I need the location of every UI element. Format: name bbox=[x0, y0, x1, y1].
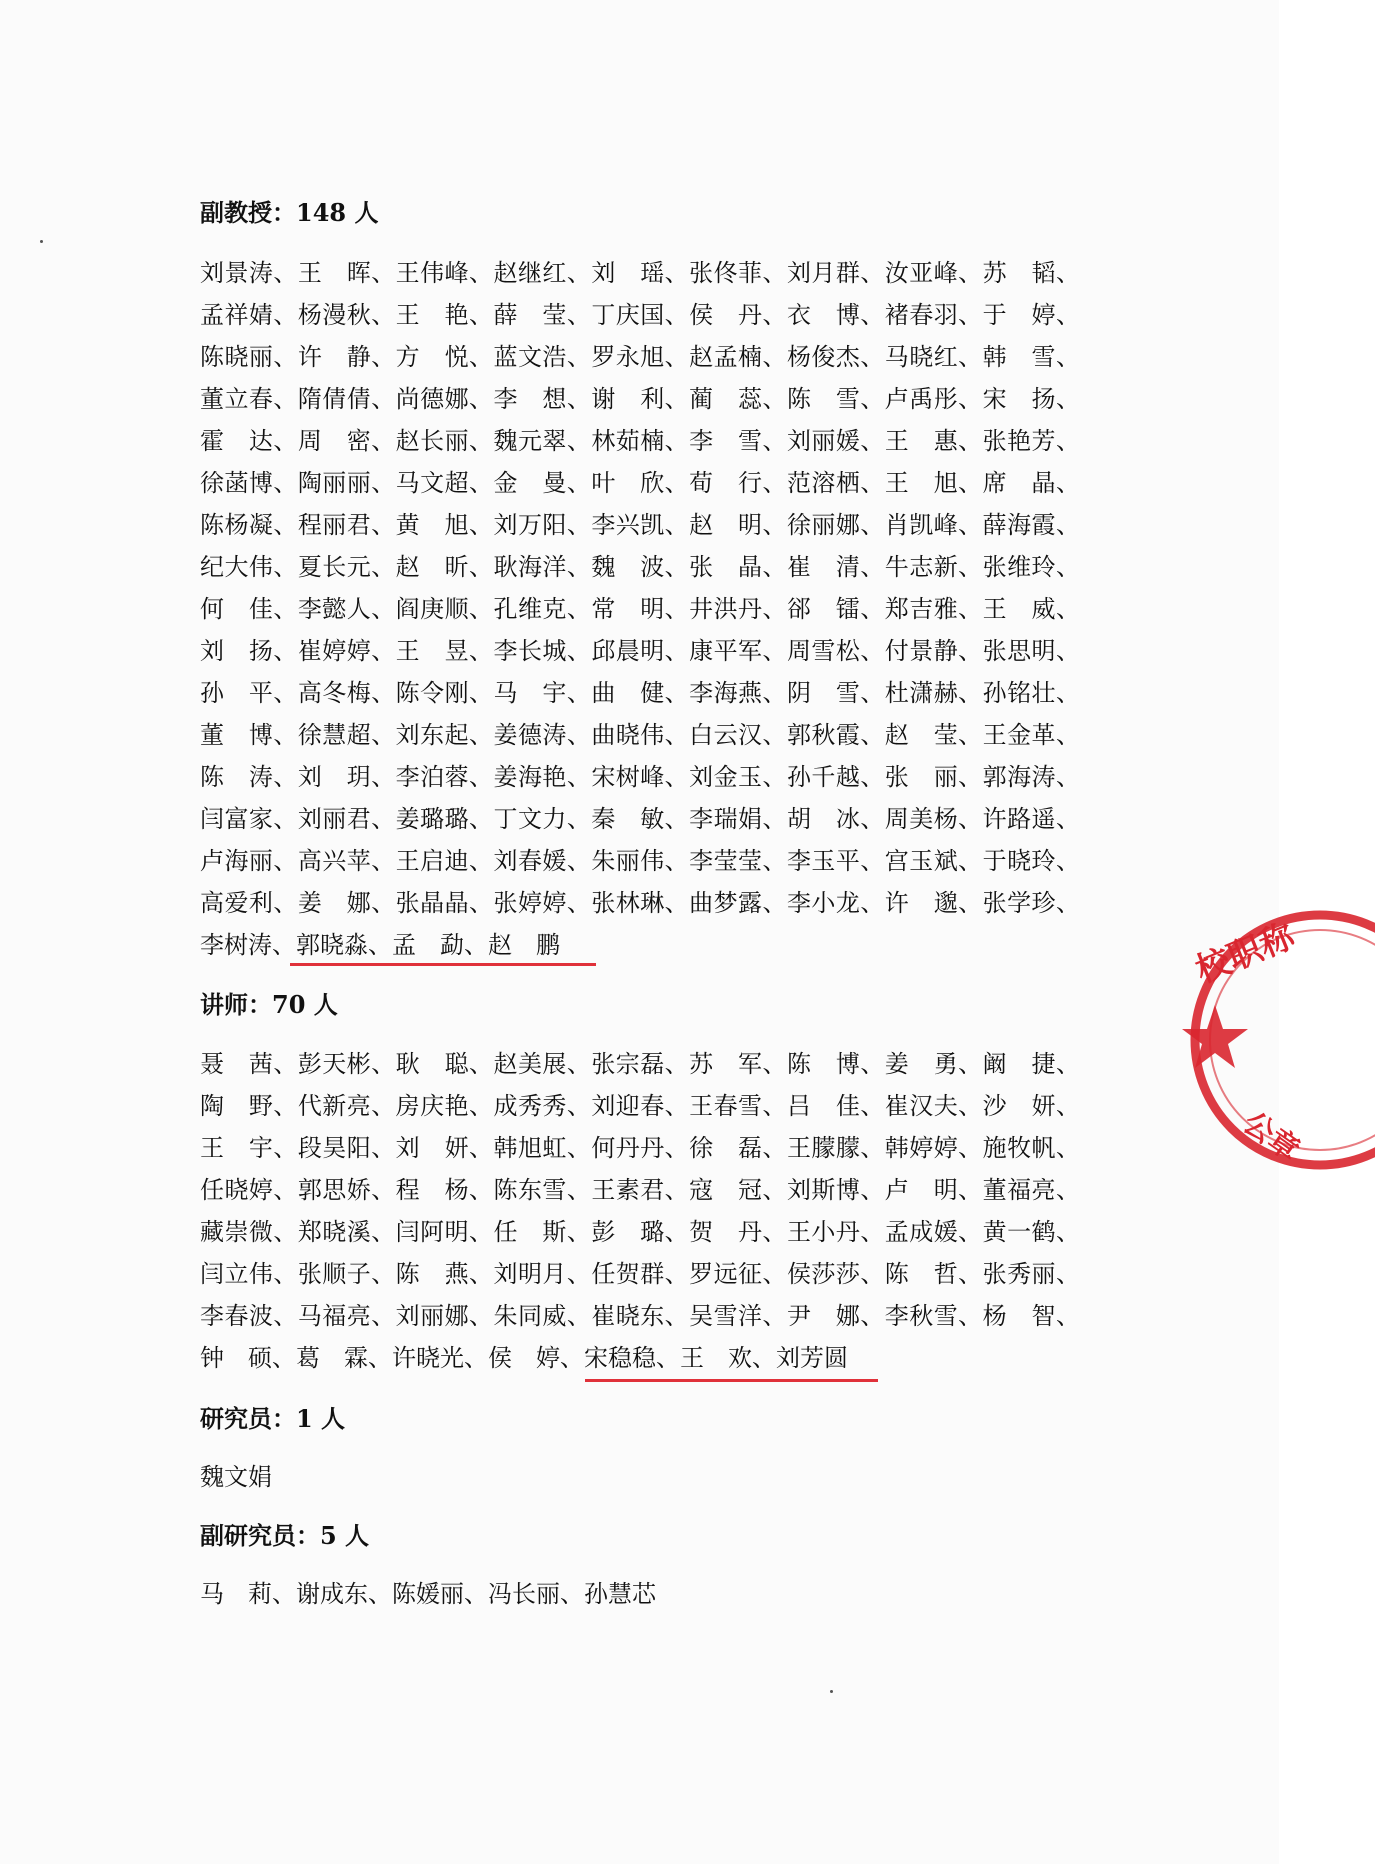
researcher-names: 魏文娟 bbox=[200, 1463, 272, 1491]
lecturer-heading: 讲师：70 人 bbox=[200, 990, 338, 1019]
name-line: 陈晓丽、许 静、方 悦、蓝文浩、罗永旭、赵孟楠、杨俊杰、马晓红、韩 雪、 bbox=[200, 343, 1080, 371]
name-line: 陈 涛、刘 玥、李泊蓉、姜海艳、宋树峰、刘金玉、孙千越、张 丽、郭海涛、 bbox=[200, 763, 1080, 791]
name-line: 刘景涛、王 晖、王伟峰、赵继红、刘 瑶、张佟菲、刘月群、汝亚峰、苏 韬、 bbox=[200, 259, 1080, 287]
name-line: 藏崇微、郑晓溪、闫阿明、任 斯、彭 璐、贺 丹、王小丹、孟成媛、黄一鹤、 bbox=[200, 1218, 1080, 1246]
name-line: 董立春、隋倩倩、尚德娜、李 想、谢 利、蔺 蕊、陈 雪、卢禹彤、宋 扬、 bbox=[200, 385, 1080, 413]
name-line: 霍 达、周 密、赵长丽、魏元翠、林茹楠、李 雪、刘丽媛、王 惠、张艳芳、 bbox=[200, 427, 1080, 455]
associate-researcher-names: 马 莉、谢成东、陈媛丽、冯长丽、孙慧芯 bbox=[200, 1580, 656, 1608]
name-line: 何 佳、李懿人、阎庚顺、孔维克、常 明、井洪丹、郤 镭、郑吉雅、王 威、 bbox=[200, 595, 1080, 623]
highlight-underline-associate-professor bbox=[290, 963, 596, 966]
seal-lower-text: 公章 bbox=[1236, 1105, 1306, 1169]
name-line: 任晓婷、郭思娇、程 杨、陈东雪、王素君、寇 冠、刘斯博、卢 明、董福亮、 bbox=[200, 1176, 1080, 1204]
name-line: 高爱利、姜 娜、张晶晶、张婷婷、张林琳、曲梦露、李小龙、许 邈、张学珍、 bbox=[200, 889, 1080, 917]
name-line: 卢海丽、高兴苹、王启迪、刘春媛、朱丽伟、李莹莹、李玉平、宫玉斌、于晓玲、 bbox=[200, 847, 1080, 875]
associate-professor-heading: 副教授：148 人 bbox=[200, 198, 379, 227]
name-line: 闫立伟、张顺子、陈 燕、刘明月、任贺群、罗远征、侯莎莎、陈 哲、张秀丽、 bbox=[200, 1260, 1080, 1288]
name-line: 孙 平、高冬梅、陈令刚、马 宇、曲 健、李海燕、阴 雪、杜潇赫、孙铭壮、 bbox=[200, 679, 1080, 707]
official-seal bbox=[1185, 905, 1375, 1175]
associate-researcher-heading: 副研究员：5 人 bbox=[200, 1521, 370, 1550]
name-line: 纪大伟、夏长元、赵 昕、耿海洋、魏 波、张 晶、崔 清、牛志新、张维玲、 bbox=[200, 553, 1080, 581]
highlight-underline-lecturer bbox=[585, 1379, 878, 1382]
name-line: 徐菡博、陶丽丽、马文超、金 曼、叶 欣、荀 行、范溶栖、王 旭、席 晶、 bbox=[200, 469, 1080, 497]
name-line: 李春波、马福亮、刘丽娜、朱同威、崔晓东、吴雪洋、尹 娜、李秋雪、杨 智、 bbox=[200, 1302, 1080, 1330]
researcher-heading: 研究员：1 人 bbox=[200, 1404, 346, 1433]
name-line: 聂 茜、彭天彬、耿 聪、赵美展、张宗磊、苏 军、陈 博、姜 勇、阚 捷、 bbox=[200, 1050, 1080, 1078]
name-line: 陶 野、代新亮、房庆艳、成秀秀、刘迎春、王春雪、吕 佳、崔汉夫、沙 妍、 bbox=[200, 1092, 1080, 1120]
name-line: 刘 扬、崔婷婷、王 昱、李长城、邱晨明、康平军、周雪松、付景静、张思明、 bbox=[200, 637, 1080, 665]
name-line: 王 宇、段昊阳、刘 妍、韩旭虹、何丹丹、徐 磊、王朦朦、韩婷婷、施牧帆、 bbox=[200, 1134, 1080, 1162]
name-line: 李树涛、郭晓淼、孟 勐、赵 鹏 bbox=[200, 931, 560, 959]
associate-professor-names bbox=[200, 252, 1080, 966]
scan-speck bbox=[830, 1690, 833, 1693]
name-line: 陈杨凝、程丽君、黄 旭、刘万阳、李兴凯、赵 明、徐丽娜、肖凯峰、薛海霞、 bbox=[200, 511, 1080, 539]
scan-speck bbox=[40, 240, 43, 243]
seal-upper-text: 校职称 bbox=[1190, 915, 1300, 992]
name-line: 董 博、徐慧超、刘东起、姜德涛、曲晓伟、白云汉、郭秋霞、赵 莹、王金革、 bbox=[200, 721, 1080, 749]
name-line: 钟 硕、葛 霖、许晓光、侯 婷、宋稳稳、王 欢、刘芳圆 bbox=[200, 1344, 848, 1372]
name-line: 孟祥婧、杨漫秋、王 艳、薛 莹、丁庆国、侯 丹、衣 博、褚春羽、于 婷、 bbox=[200, 301, 1080, 329]
lecturer-names bbox=[200, 1043, 1080, 1379]
name-line: 闫富家、刘丽君、姜璐璐、丁文力、秦 敏、李瑞娟、胡 冰、周美杨、许路遥、 bbox=[200, 805, 1080, 833]
